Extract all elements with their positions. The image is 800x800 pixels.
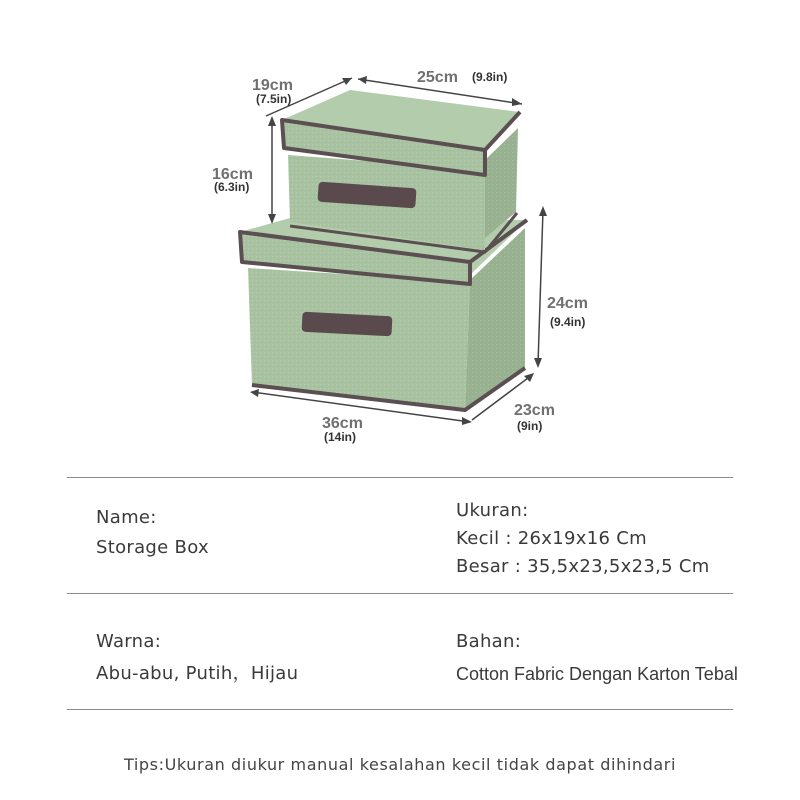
spec-material-label: Bahan: <box>456 631 522 652</box>
divider-middle <box>67 593 733 594</box>
small-width-inch-label: (9.8in) <box>472 70 508 84</box>
large-height-inch-label: (9.4in) <box>550 315 586 329</box>
large-width-label: 36cm <box>322 415 363 432</box>
spec-size-small: Kecil : 26x19x16 Cm <box>456 528 647 549</box>
small-depth-inch-label: (7.5in) <box>256 92 292 106</box>
large-height-line <box>538 210 543 364</box>
spec-size <box>456 497 710 581</box>
tips-note: Tips:Ukuran diukur manual kesalahan kecil tidak dapat dihindari <box>123 755 676 774</box>
spec-color <box>96 628 298 688</box>
large-height-label: 24cm <box>547 295 588 312</box>
spec-material-value: Cotton Fabric Dengan Karton Tebal <box>456 664 738 684</box>
spec-name <box>96 504 209 562</box>
large-depth-label: 23cm <box>514 402 555 419</box>
large-width-inch-label: (14in) <box>324 430 357 444</box>
spec-material <box>456 628 738 688</box>
spec-size-large: Besar : 35,5x23,5x23,5 Cm <box>456 556 710 577</box>
small-height-inch-label: (6.3in) <box>214 180 250 194</box>
divider-top <box>67 477 733 478</box>
divider-bottom <box>67 709 733 710</box>
large-depth-inch-label: (9in) <box>517 419 543 433</box>
spec-size-label: Ukuran: <box>456 500 529 521</box>
small-depth-label: 19cm <box>252 77 293 94</box>
spec-color-value: Abu-abu, Putih，Hijau <box>96 663 299 684</box>
spec-name-label: Name: <box>96 507 157 528</box>
spec-color-label: Warna: <box>96 631 162 652</box>
small-height-label: 16cm <box>212 166 253 183</box>
small-width-label: 25cm <box>417 69 458 86</box>
spec-name-value: Storage Box <box>96 537 209 558</box>
